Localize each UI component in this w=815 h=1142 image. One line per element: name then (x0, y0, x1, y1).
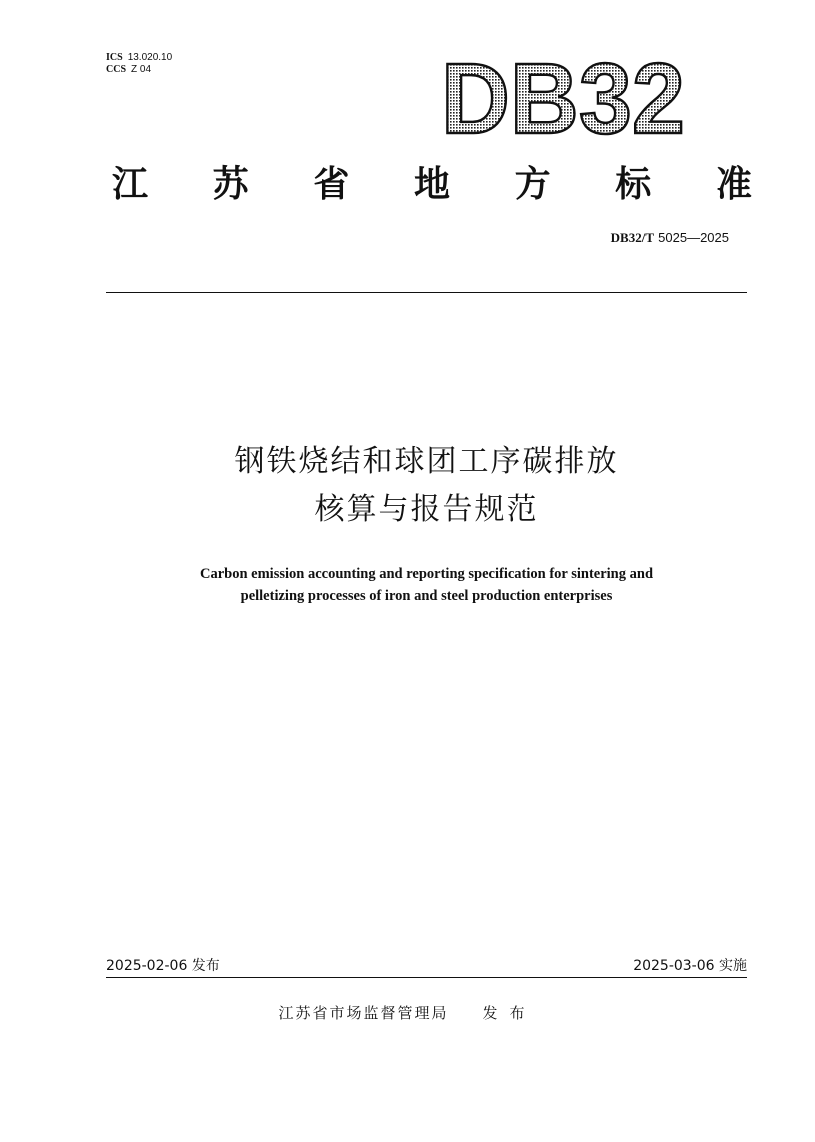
ics-code (106, 52, 172, 64)
title-en-line1: Carbon emission accounting and reporting specification for sintering and (199, 566, 654, 582)
standard-type (112, 160, 752, 208)
ccs-label: CCS (106, 64, 127, 75)
db32-logo (438, 55, 688, 140)
ics-label: ICS (106, 52, 123, 63)
standard-type-char: 苏 (212, 163, 249, 205)
issuer-action: 发布 (482, 1004, 537, 1022)
title-zh-line2: 核算与报告规范 (314, 492, 539, 527)
title-zh-line1: 钢铁烧结和球团工序碳排放 (234, 444, 619, 479)
standard-type-char: 标 (615, 163, 652, 205)
standard-type-char: 方 (514, 163, 551, 205)
title-en (106, 563, 747, 607)
title-zh (106, 438, 747, 534)
ccs-code (106, 64, 151, 76)
issuer-name: 江苏省市场监督管理局 (278, 1004, 449, 1022)
standard-number (611, 230, 729, 246)
bottom-divider (106, 977, 747, 978)
logo-text: DB32 (441, 55, 685, 140)
issuer (0, 1002, 815, 1024)
standard-number-value: 5025—2025 (658, 230, 729, 245)
standard-type-char: 江 (112, 163, 149, 205)
issue-date: 2025-02-06 发布 (106, 958, 220, 974)
ics-value: 13.020.10 (127, 52, 173, 63)
standard-type-char: 地 (413, 163, 450, 205)
title-en-line2: pelletizing processes of iron and steel production enterprises (240, 588, 613, 604)
ccs-value: Z 04 (131, 64, 152, 75)
standard-number-prefix: DB32/T (610, 230, 655, 245)
standard-type-char: 省 (313, 163, 350, 205)
top-divider (106, 292, 747, 293)
standard-type-char: 准 (715, 163, 752, 205)
implementation-date: 2025-03-06 实施 (633, 958, 747, 974)
